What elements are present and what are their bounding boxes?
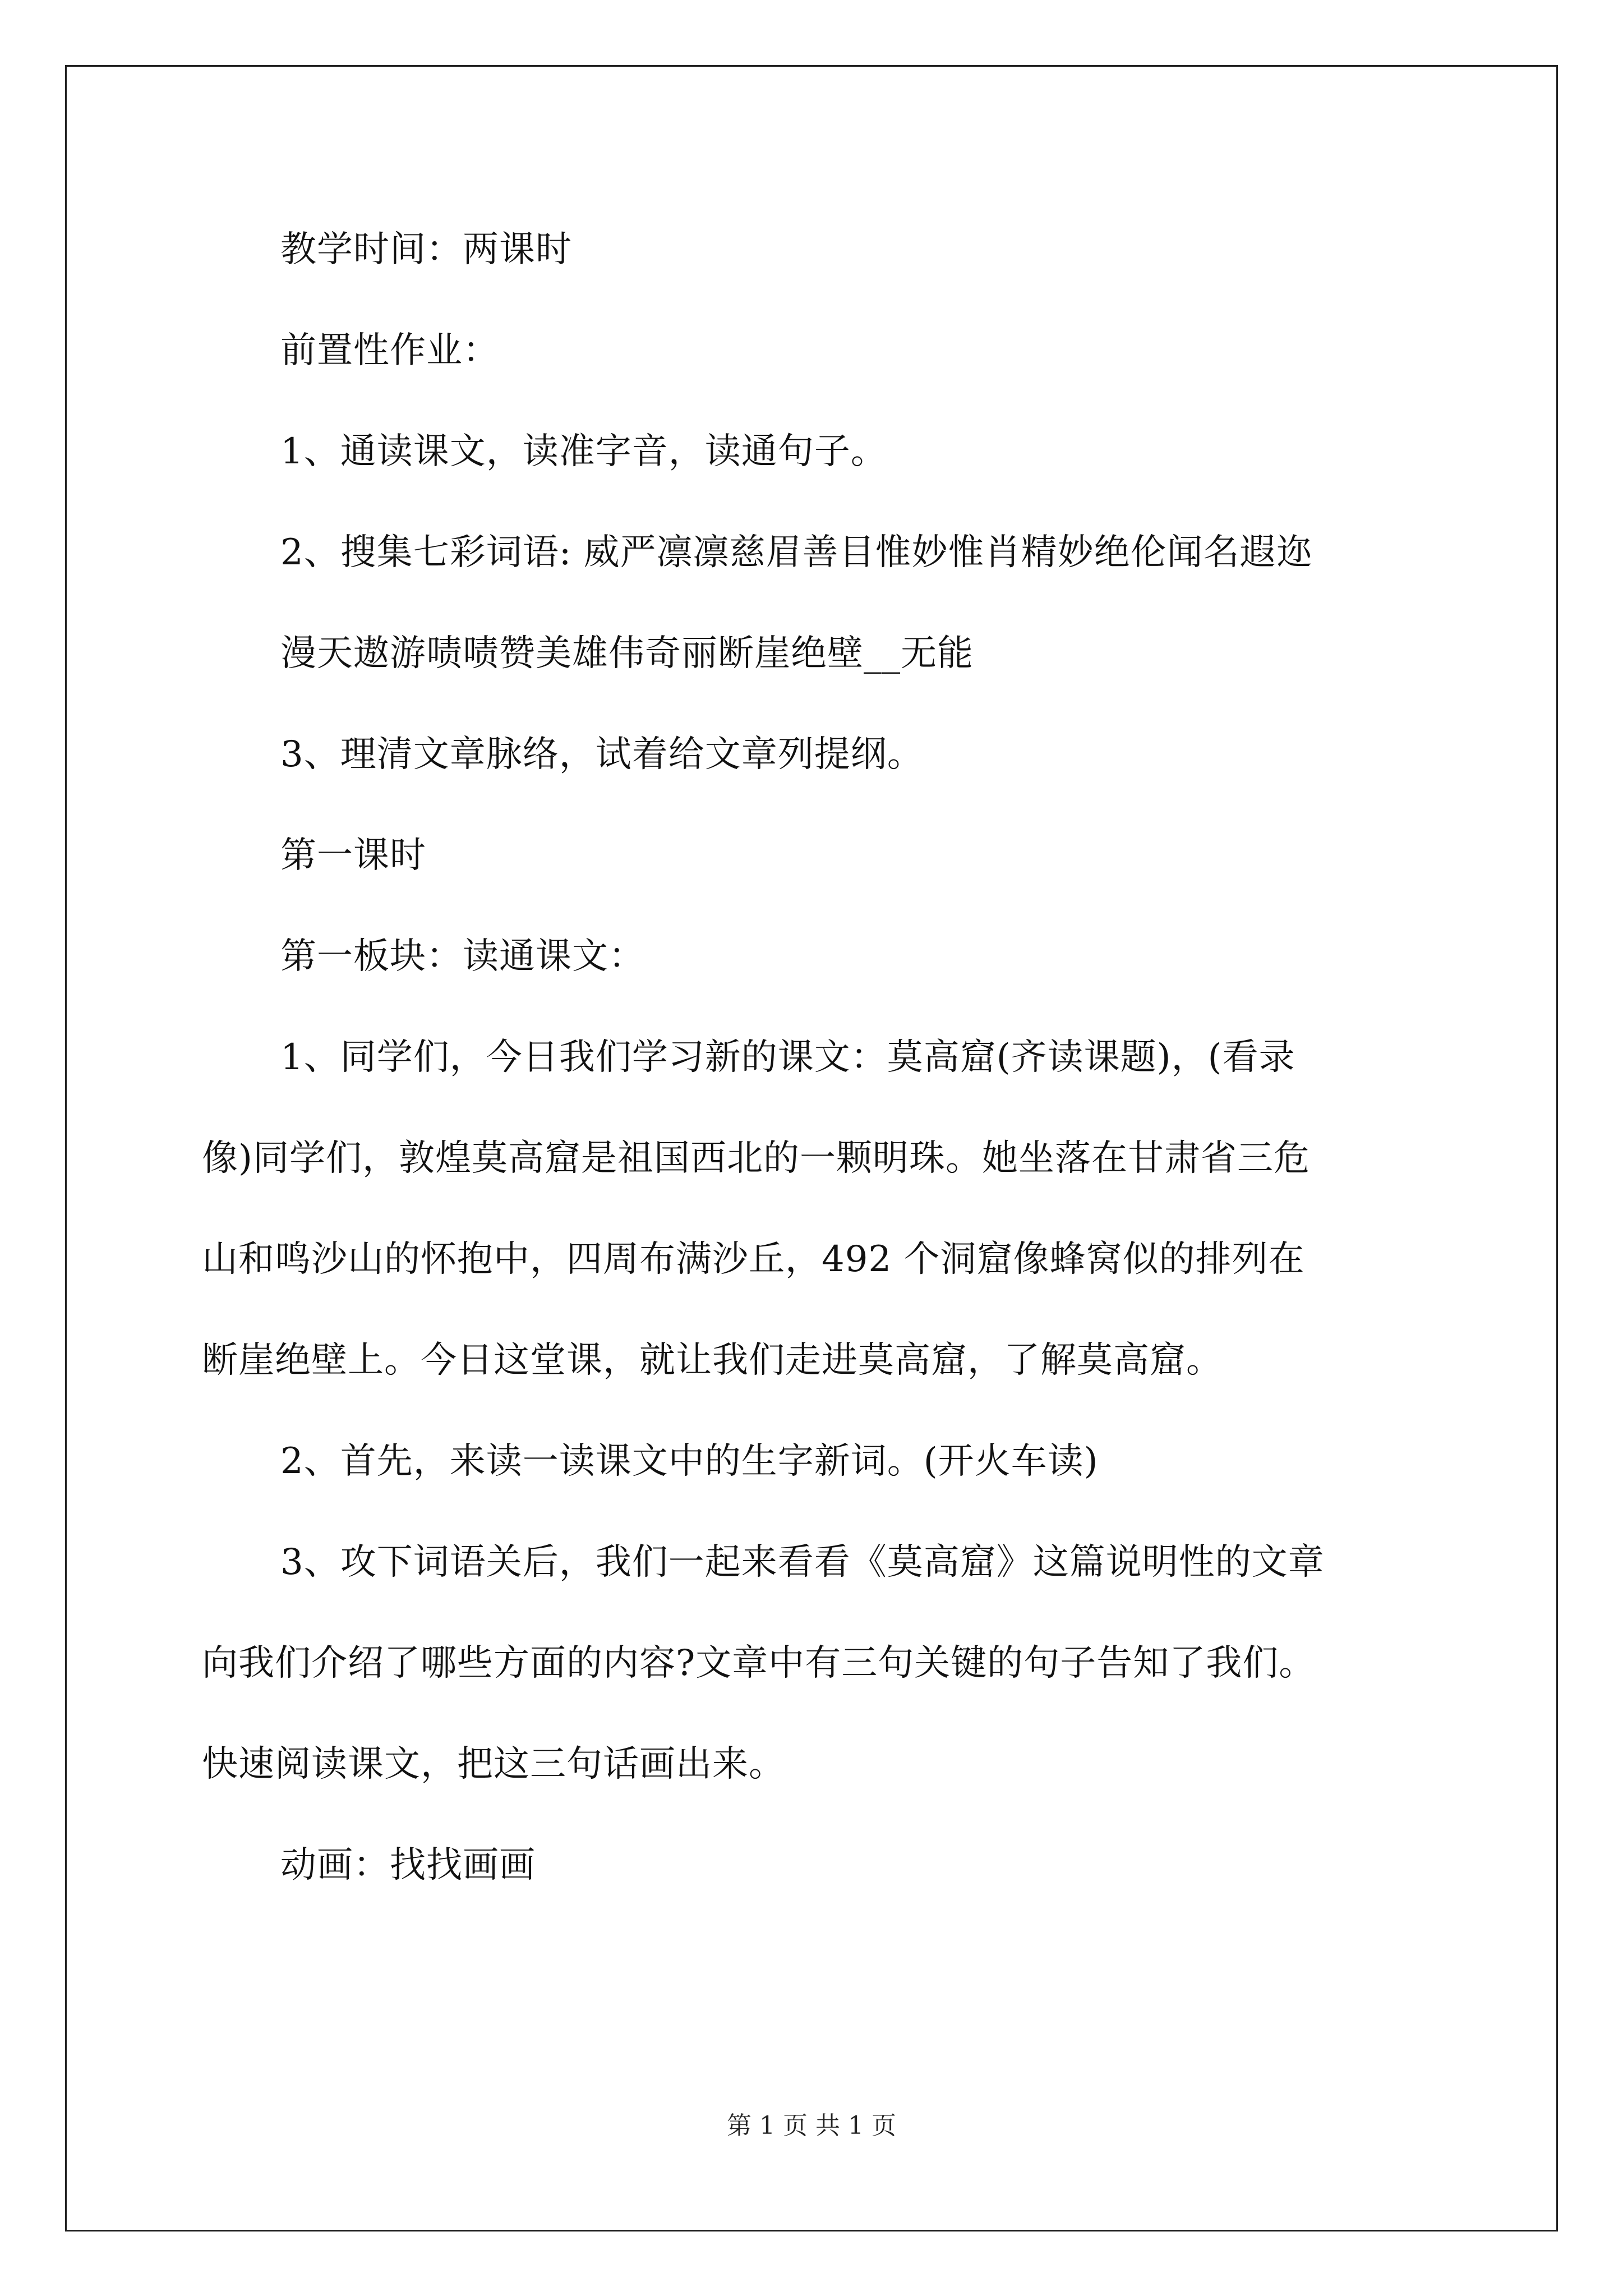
homework-item-2: 2、搜集七彩词语: 威严凛凛慈眉善目惟妙惟肖精妙绝伦闻名遐迩 [280, 532, 1313, 573]
animation-line: 动画：找找画画 [280, 1844, 536, 1886]
first-lesson-heading: 第一课时 [280, 835, 426, 876]
lesson-time-line: 教学时间：两课时 [280, 229, 572, 270]
pre-homework-heading: 前置性作业： [280, 330, 499, 371]
paragraph-3-line-3: 快速阅读课文，把这三句话画出来。 [202, 1743, 785, 1785]
paragraph-1-line-4: 断崖绝壁上。今日这堂课，就让我们走进莫高窟，了解莫高窟。 [202, 1340, 1223, 1381]
paragraph-1-line-2: 像)同学们，敦煌莫高窟是祖国西北的一颗明珠。她坐落在甘肃省三危 [202, 1138, 1310, 1179]
paragraph-2: 2、首先，来读一读课文中的生字新词。(开火车读) [280, 1441, 1099, 1482]
paragraph-3-line-2: 向我们介绍了哪些方面的内容?文章中有三句关键的句子告知了我们。 [202, 1642, 1316, 1684]
homework-item-1: 1、通读课文，读准字音，读通句子。 [280, 431, 887, 472]
homework-item-3: 3、理清文章脉络，试着给文章列提纲。 [280, 734, 924, 775]
homework-item-2-continued: 漫天遨游啧啧赞美雄伟奇丽断崖绝壁__无能 [280, 633, 974, 674]
section-one-heading: 第一板块：读通课文： [280, 936, 645, 977]
paragraph-1-line-1: 1、同学们，今日我们学习新的课文：莫高窟(齐读课题)，(看录 [280, 1037, 1295, 1078]
paragraph-3-line-1: 3、攻下词语关后，我们一起来看看《莫高窟》这篇说明性的文章 [280, 1542, 1325, 1583]
page-number-footer: 第 1 页 共 1 页 [727, 2111, 896, 2140]
paragraph-1-line-3: 山和鸣沙山的怀抱中，四周布满沙丘，492 个洞窟像蜂窝似的排列在 [202, 1239, 1305, 1280]
